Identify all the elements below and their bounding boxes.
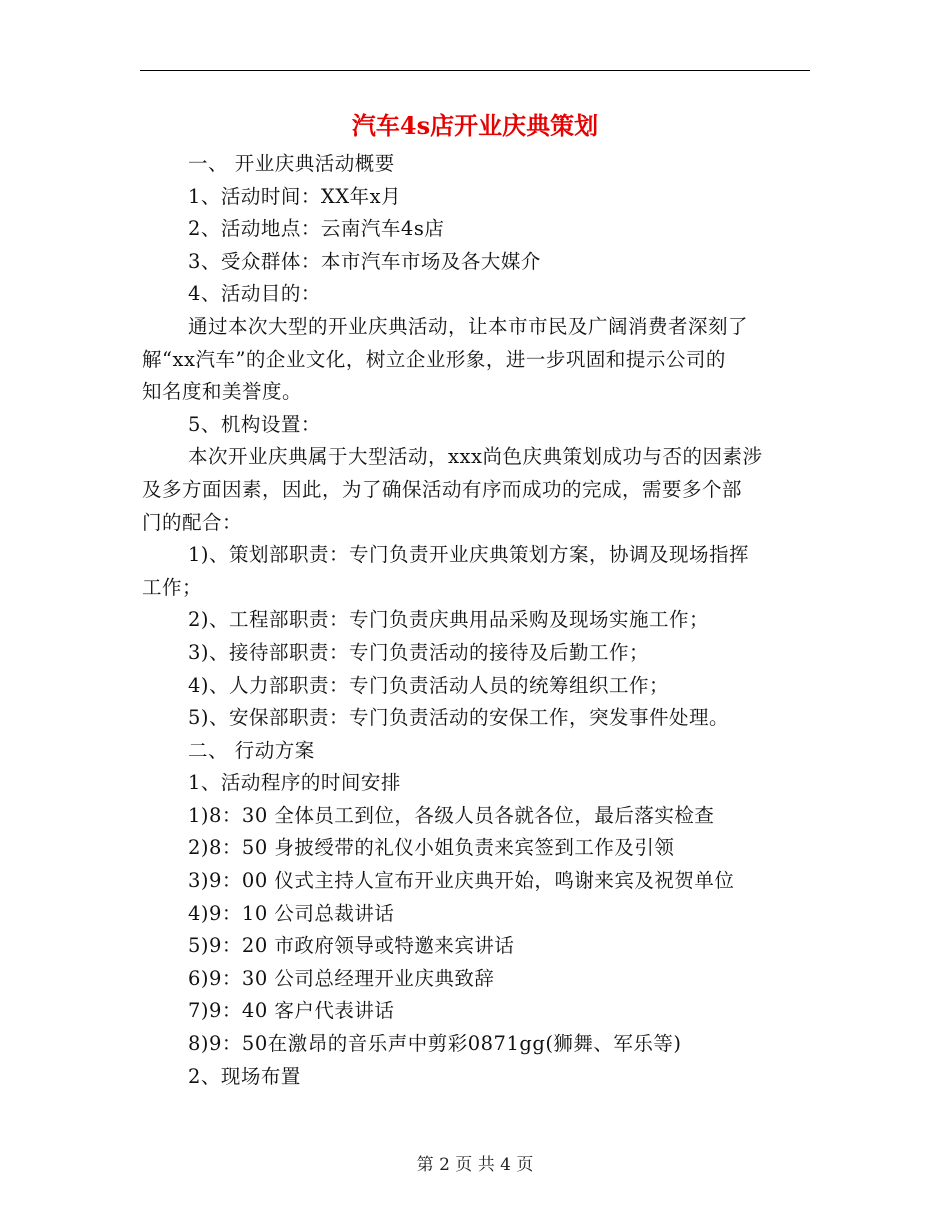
header-rule	[140, 70, 810, 71]
paragraph-line: 3)、接待部职责：专门负责活动的接待及后勤工作；	[188, 640, 650, 664]
paragraph-line: 4)、人力部职责：专门负责活动人员的统筹组织工作；	[188, 673, 670, 697]
paragraph-line: 工作；	[142, 575, 203, 599]
paragraph-line: 门的配合：	[142, 510, 243, 534]
paragraph-line: 3)9：00 仪式主持人宣布开业庆典开始，鸣谢来宾及祝贺单位	[188, 869, 735, 893]
paragraph-line: 1、活动时间：XX年x月	[188, 184, 402, 208]
paragraph-line: 1)、策划部职责：专门负责开业庆典策划方案，协调及现场指挥	[188, 543, 750, 567]
paragraph-line: 8)9：50在激昂的音乐声中剪彩0871gg(狮舞、军乐等)	[188, 1032, 682, 1056]
paragraph-line: 本次开业庆典属于大型活动，xxx尚色庆典策划成功与否的因素涉	[188, 445, 763, 469]
paragraph-line: 1、活动程序的时间安排	[188, 771, 401, 795]
paragraph-line: 1)8：30 全体员工到位，各级人员各就各位，最后落实检查	[188, 803, 715, 827]
paragraph-line: 3、受众群体：本市汽车市场及各大媒介	[188, 249, 541, 273]
paragraph-line: 2)8：50 身披绶带的礼仪小姐负责来宾签到工作及引领	[188, 836, 675, 860]
paragraph-line: 及多方面因素，因此，为了确保活动有序而成功的完成，需要多个部	[142, 477, 743, 501]
paragraph-line: 5、机构设置：	[188, 412, 321, 436]
paragraph-line: 6)9：30 公司总经理开业庆典致辞	[188, 966, 495, 990]
paragraph-line: 4)9：10 公司总裁讲话	[188, 901, 395, 925]
paragraph-line: 7)9：40 客户代表讲话	[188, 999, 395, 1023]
paragraph-line: 一、 开业庆典活动概要	[188, 152, 395, 175]
paragraph-line: 5)、安保部职责：专门负责活动的安保工作，突发事件处理。	[188, 706, 730, 730]
paragraph-line: 2)、工程部职责：专门负责庆典用品采购及现场实施工作；	[188, 608, 710, 632]
paragraph-line: 知名度和美誉度。	[142, 380, 303, 404]
paragraph-line: 二、 行动方案	[188, 738, 315, 762]
paragraph-line: 2、活动地点：云南汽车4s店	[188, 217, 445, 241]
paragraph-line: 5)9：20 市政府领导或特邀来宾讲话	[188, 934, 515, 958]
document-body	[142, 148, 812, 1093]
page-number-footer: 第 2 页 共 4 页	[416, 1155, 534, 1175]
document-title: 汽车4s店开业庆典策划	[351, 111, 599, 140]
paragraph-line: 通过本次大型的开业庆典活动，让本市市民及广阔消费者深刻了	[188, 314, 749, 338]
paragraph-line: 解“xx汽车”的企业文化，树立企业形象，进一步巩固和提示公司的	[142, 347, 726, 371]
paragraph-line: 4、活动目的：	[188, 282, 321, 306]
paragraph-line: 2、现场布置	[188, 1064, 301, 1088]
